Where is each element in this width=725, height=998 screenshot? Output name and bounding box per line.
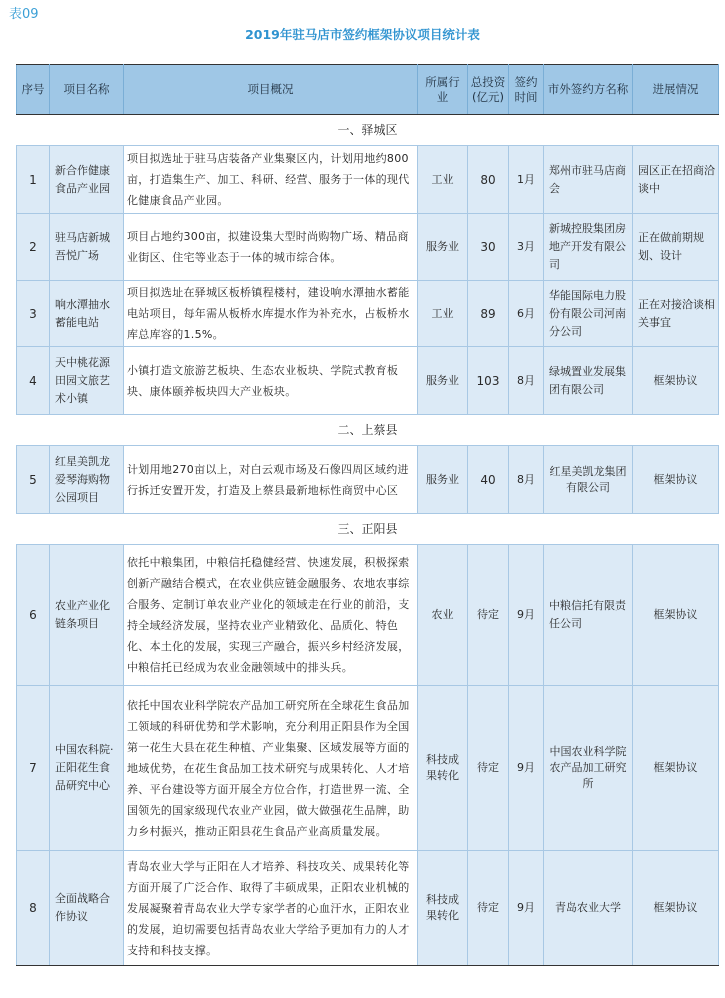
cell-date: 8月 (509, 347, 544, 415)
cell-date: 3月 (509, 214, 544, 281)
cell-name: 驻马店新城吾悦广场 (50, 214, 124, 281)
header-cell-partner: 市外签约方名称 (544, 65, 633, 115)
section-row (17, 115, 719, 146)
header-cell-industry: 所属行业 (418, 65, 468, 115)
cell-partner: 中国农业科学院农产品加工研究所 (544, 686, 633, 851)
table-row (17, 281, 719, 347)
cell-date: 6月 (509, 281, 544, 347)
cell-no: 5 (17, 446, 50, 514)
table-row (17, 446, 719, 514)
table-row (17, 146, 719, 214)
cell-industry: 工业 (418, 281, 468, 347)
section-row (17, 415, 719, 446)
table-row (17, 214, 719, 281)
cell-name: 中国农科院·正阳花生食品研究中心 (50, 686, 124, 851)
cell-no: 6 (17, 545, 50, 686)
cell-industry: 服务业 (418, 214, 468, 281)
cell-no: 1 (17, 146, 50, 214)
cell-desc: 依托中粮集团，中粮信托稳健经营、快速发展，积极探索创新产融结合模式，在农业供应链金融服务、农地农事综合服务、定制订单农业产业化的领域走在行业的前沿，支持全域经济发展，坚持农业产业精致化、品质化、特色化、本土化的发展，实现三产融合，振兴乡村经济发展，中粮信托已经成为农业金融领域中的排头兵。 (124, 545, 418, 686)
cell-no: 2 (17, 214, 50, 281)
table-tag: 表09 (9, 7, 39, 22)
cell-date: 9月 (509, 545, 544, 686)
cell-progress: 框架协议 (633, 851, 719, 966)
table-row (17, 545, 719, 686)
cell-name: 全面战略合作协议 (50, 851, 124, 966)
cell-partner: 郑州市驻马店商会 (544, 146, 633, 214)
cell-no: 4 (17, 347, 50, 415)
cell-investment: 80 (468, 146, 509, 214)
cell-desc: 依托中国农业科学院农产品加工研究所在全球花生食品加工领域的科研优势和学术影响，充分利用正阳县作为全国第一花生大县在花生种植、产业集聚、区域发展等方面的地域优势，在花生食品加工技术研究与成果转化、人才培养、平台建设等方面开展全方位合作，打造世界一流、全国领先的国家级现代农业产业园，做大做强花生品牌，助力乡村振兴，推动正阳县花生食品产业高质量发展。 (124, 686, 418, 851)
header-cell-desc: 项目概况 (124, 65, 418, 115)
cell-industry: 科技成果转化 (418, 686, 468, 851)
table-row (17, 686, 719, 851)
table-row (17, 347, 719, 415)
table-row (17, 851, 719, 966)
cell-desc: 项目拟选址在驿城区板桥镇程楼村，建设响水潭抽水蓄能电站项目，每年需从板桥水库提水作为补充水，占板桥水库总库容的1.5%。 (124, 281, 418, 347)
table-header-row (17, 65, 719, 115)
cell-progress: 园区正在招商洽谈中 (633, 146, 719, 214)
project-table (16, 64, 719, 966)
cell-industry: 服务业 (418, 446, 468, 514)
cell-progress: 框架协议 (633, 545, 719, 686)
cell-industry: 工业 (418, 146, 468, 214)
cell-industry: 科技成果转化 (418, 851, 468, 966)
cell-progress: 框架协议 (633, 347, 719, 415)
cell-industry: 服务业 (418, 347, 468, 415)
cell-desc: 项目占地约300亩，拟建设集大型时尚购物广场、精品商业街区、住宅等业态于一体的城市综合体。 (124, 214, 418, 281)
cell-partner: 青岛农业大学 (544, 851, 633, 966)
cell-desc: 小镇打造文旅游艺板块、生态农业板块、学院式教育板块、康体颐养板块四大产业板块。 (124, 347, 418, 415)
cell-name: 红星美凯龙爱琴海购物公园项目 (50, 446, 124, 514)
cell-desc: 项目拟选址于驻马店装备产业集聚区内，计划用地约800亩，打造集生产、加工、科研、经营、服务于一体的现代化健康食品产业园。 (124, 146, 418, 214)
cell-name: 新合作健康食品产业园 (50, 146, 124, 214)
cell-progress: 正在对接洽谈相关事宜 (633, 281, 719, 347)
header-cell-no: 序号 (17, 65, 50, 115)
section-title: 二、上蔡县 (17, 415, 719, 446)
cell-progress: 框架协议 (633, 446, 719, 514)
cell-investment: 待定 (468, 686, 509, 851)
section-title: 三、正阳县 (17, 514, 719, 545)
header-cell-name: 项目名称 (50, 65, 124, 115)
cell-no: 8 (17, 851, 50, 966)
cell-investment: 30 (468, 214, 509, 281)
cell-progress: 正在做前期规划、设计 (633, 214, 719, 281)
header-cell-date: 签约时间 (509, 65, 544, 115)
cell-investment: 40 (468, 446, 509, 514)
cell-desc: 青岛农业大学与正阳在人才培养、科技攻关、成果转化等方面开展了广泛合作、取得了丰硕成果，正阳农业机械的发展凝聚着青岛农业大学专家学者的心血汗水，正阳农业的发展，迫切需要包括青岛农业大学给予更加有力的人才支持和科技支撑。 (124, 851, 418, 966)
cell-investment: 待定 (468, 545, 509, 686)
cell-date: 1月 (509, 146, 544, 214)
section-row (17, 514, 719, 545)
cell-no: 7 (17, 686, 50, 851)
cell-date: 9月 (509, 686, 544, 851)
cell-date: 9月 (509, 851, 544, 966)
cell-name: 响水潭抽水蓄能电站 (50, 281, 124, 347)
header-cell-investment: 总投资(亿元) (468, 65, 509, 115)
cell-date: 8月 (509, 446, 544, 514)
cell-partner: 中粮信托有限责任公司 (544, 545, 633, 686)
cell-investment: 待定 (468, 851, 509, 966)
cell-partner: 绿城置业发展集团有限公司 (544, 347, 633, 415)
page-title: 2019年驻马店市签约框架协议项目统计表 (245, 27, 480, 42)
cell-no: 3 (17, 281, 50, 347)
cell-name: 农业产业化链条项目 (50, 545, 124, 686)
section-title: 一、驿城区 (17, 115, 719, 146)
cell-partner: 华能国际电力股份有限公司河南分公司 (544, 281, 633, 347)
cell-partner: 新城控股集团房地产开发有限公司 (544, 214, 633, 281)
cell-industry: 农业 (418, 545, 468, 686)
cell-desc: 计划用地270亩以上，对白云观市场及石像四周区域约进行拆迁安置开发，打造及上蔡县最新地标性商贸中心区 (124, 446, 418, 514)
cell-partner: 红星美凯龙集团有限公司 (544, 446, 633, 514)
cell-name: 天中桃花源田园文旅艺术小镇 (50, 347, 124, 415)
cell-investment: 103 (468, 347, 509, 415)
cell-progress: 框架协议 (633, 686, 719, 851)
cell-investment: 89 (468, 281, 509, 347)
header-cell-progress: 进展情况 (633, 65, 719, 115)
